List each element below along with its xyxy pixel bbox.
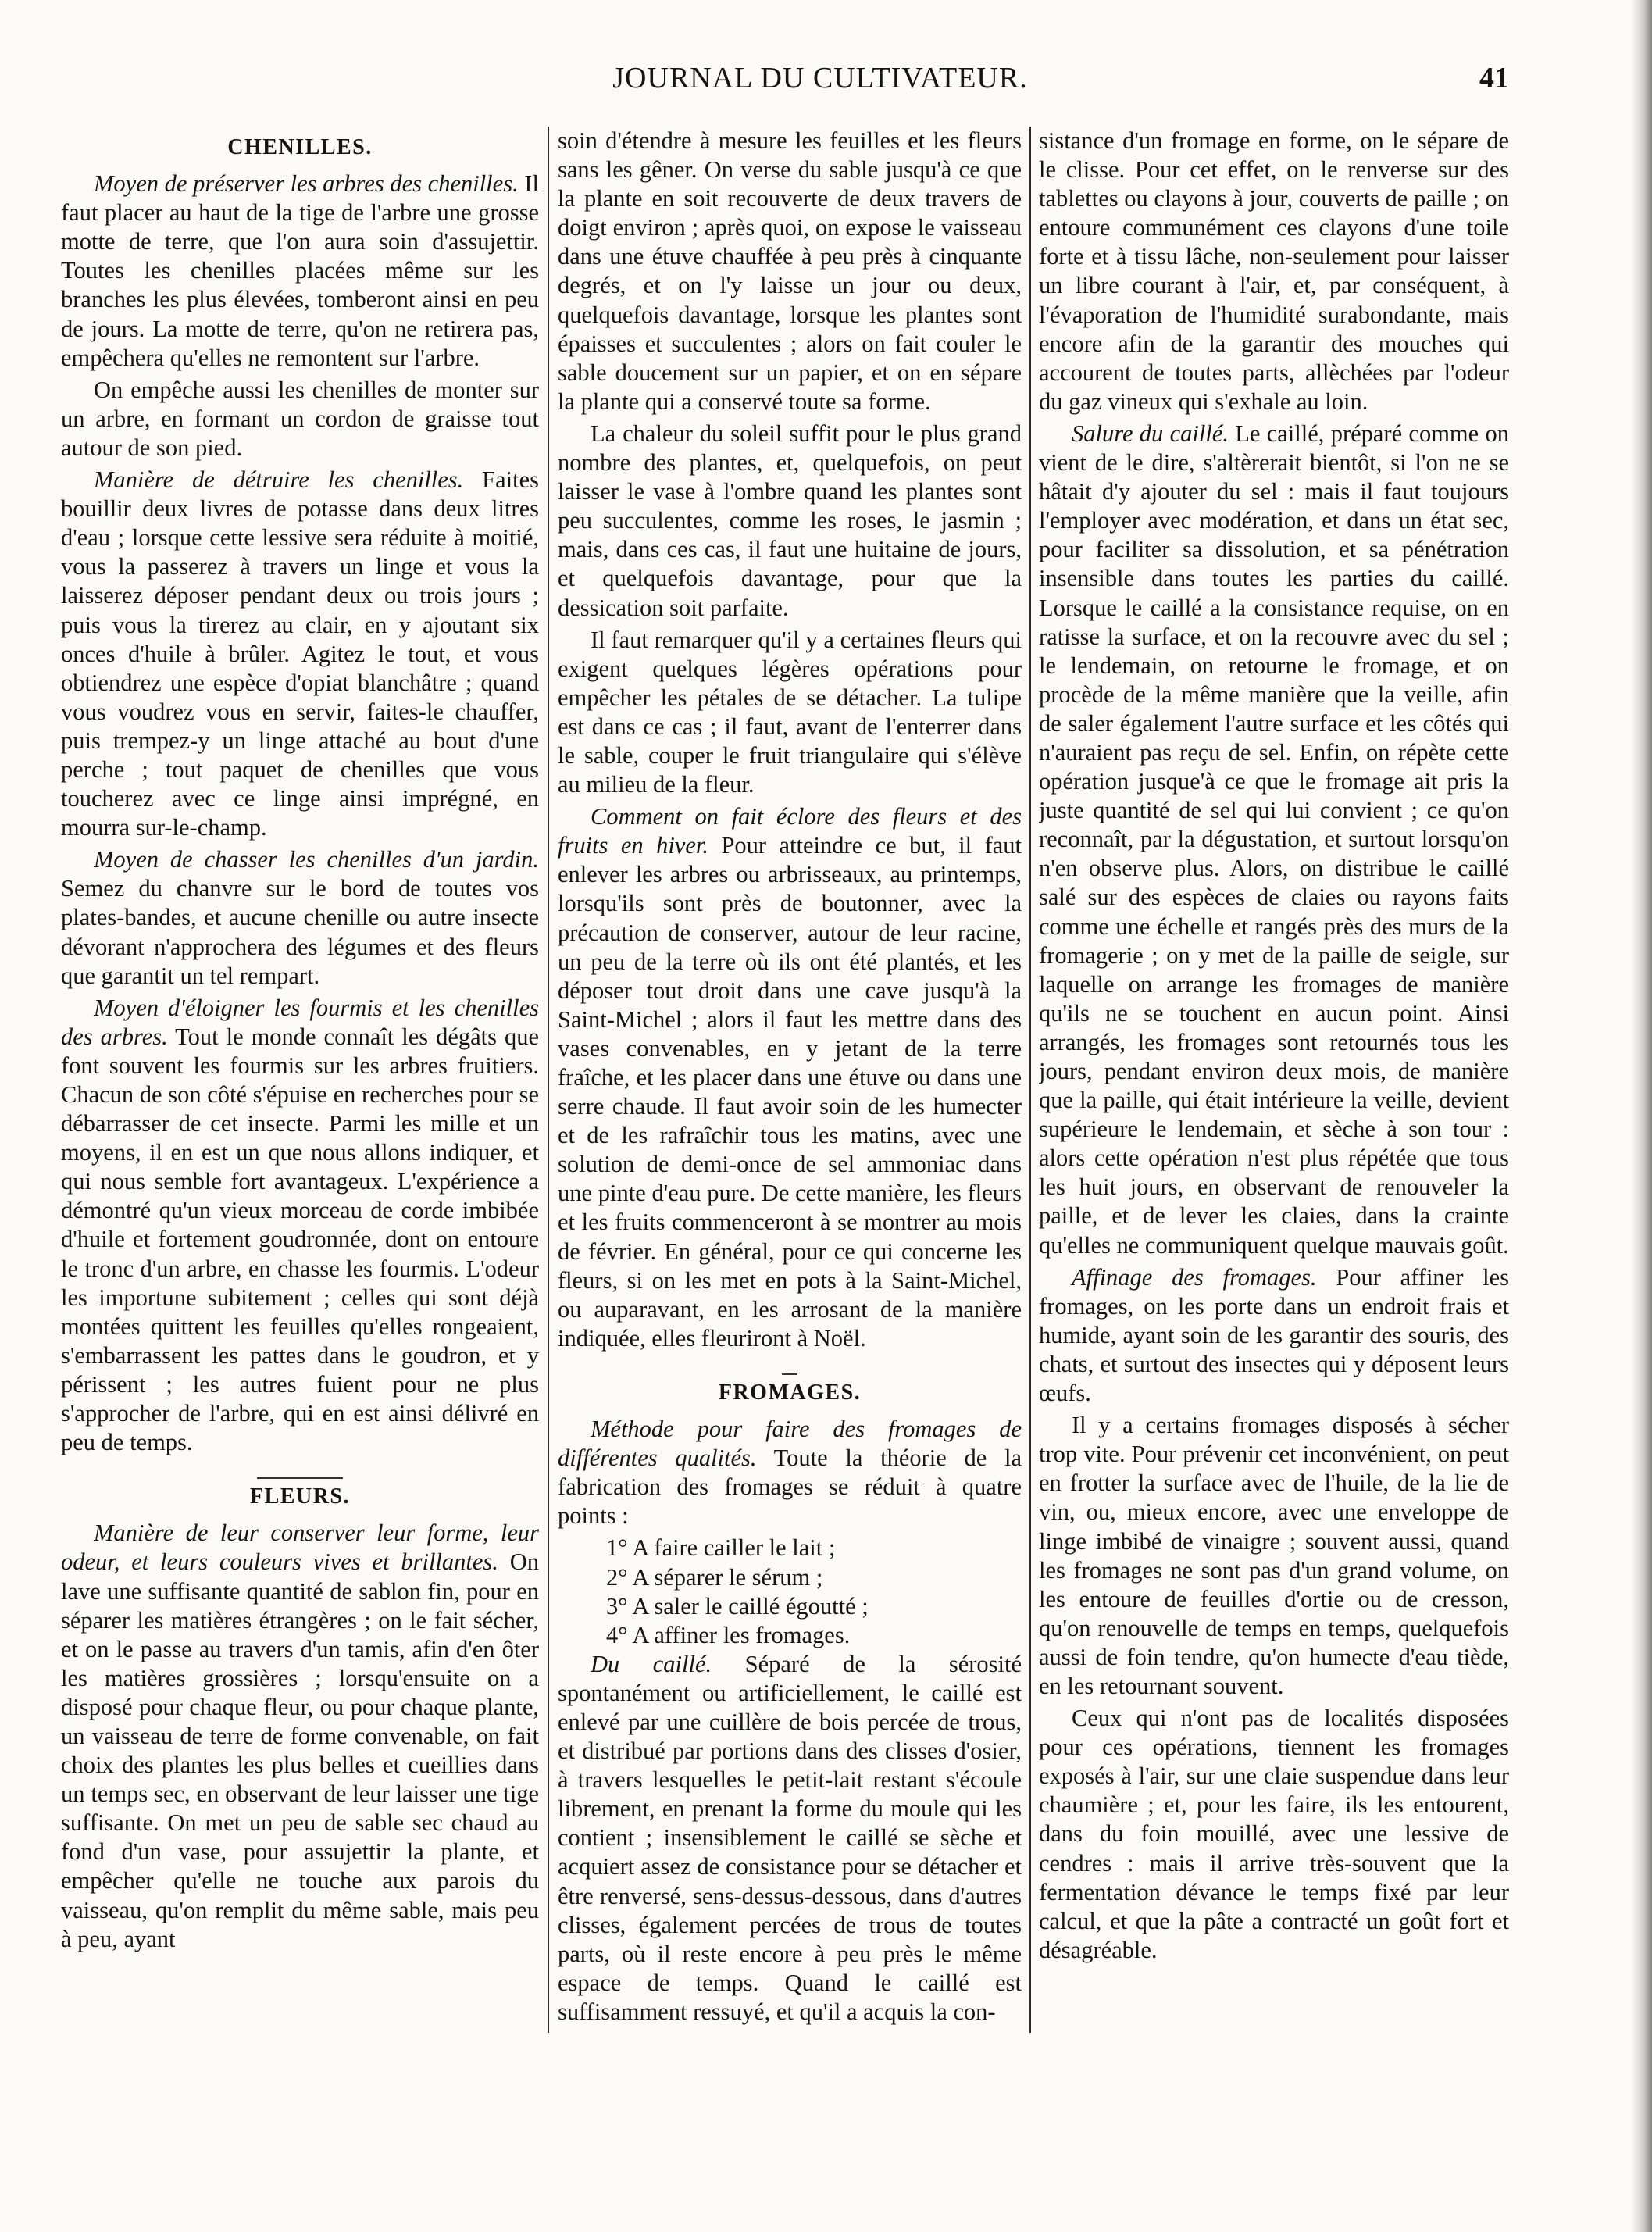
paragraph-text: Le caillé, préparé comme on vient de le dire, s'altèrerait bientôt, si l'on ne se hâtait d'y ajouter du sel : mais il faut toujours l'employer avec modération, et dans un état sec, pour faciliter sa dissolution, et sa pénétration insensible dans toutes les parties du caillé. Lorsque le caillé a la consistance requise, on en ratisse la surface, et on la recouvre avec du sel ; le lendemain, on retourne le fromage, et on procède de la même manière que la veille, afin de saler également l'autre surface et les côtés qui n'auraient pas reçu de sel. Enfin, on répète cette opération jusque'à ce que le fromage ait pris la juste quantité de sel qui lui convient ; ce qu'on reconnaît, par la dégustation, et surtout lorsqu'on n'en observe plus. Alors, on distribue le caillé salé sur des espèces de claies ou rayons faits comme une échelle et rangés près des murs de la fromagerie ; on y met de la paille de seigle, sur laquelle on arrange les fromages de manière qu'ils ne se touchent en aucun point. Ainsi arrangés, les fromages sont retournés tous les jours, pendant environ deux mois, de manière que la paille, qui était intérieure la veille, devient supérieure le lendemain, et sèche à son tour : alors cette opération n'est plus répétée que tous les huit jours, en observant de renouveler la paille, et de lever les claies, dans la crainte qu'elles ne communiquent quelque mauvais goût.	[1039, 420, 1509, 1259]
page-edge-shadow	[1632, 0, 1652, 2232]
paragraph	[61, 170, 539, 373]
paragraph	[558, 802, 1022, 1353]
section-heading-fleurs: FLEURS.	[250, 1484, 350, 1509]
paragraph: Il y a certains fromages disposés à sécher trop vite. Pour prévenir cet inconvénient, on peut en frotter la surface avec de l'huile, de la lie de vin, ou, mieux encore, avec une enveloppe de linge imbibé de vinaigre ; souvent aussi, quand les fromages ne sont pas d'un grand volume, on les entoure de feuilles d'ortie ou de cresson, qu'on renouvelle de temps en temps, quelquefois aussi de foin tendre, qu'on humecte d'eau tiède, en les retournant souvent.	[1039, 1412, 1509, 1699]
paragraph: On empêche aussi les chenilles de monter sur un arbre, en formant un cordon de graisse tout autour de son pied.	[61, 376, 539, 461]
paragraph-subhead: Manière de détruire les chenilles.	[94, 466, 464, 494]
paragraph-text: Il faut placer au haut de la tige de l'arbre une grosse motte de terre, que l'on aura soin d'assujettir. Toutes les chenilles placées même sur les branches les plus élevées, tomberont ainsi en peu de jours. La motte de terre, qu'on ne retirera pas, empêchera qu'elles ne remontent sur l'arbre.	[61, 170, 539, 371]
paragraph-text: Tout le monde connaît les dégâts que font souvent les fourmis sur les arbres fruitiers. Chacun de son côté s'épuise en recherches pour se débarrasser de cet insecte. Parmi les mille et un moyens, il en est un que nous allons indiquer, et qui nous semble fort avantageux. L'expérience a démontré qu'un vieux morceau de corde imbibée d'huile et fortement goudronnée, dont on entoure le tronc d'un arbre, en chasse les fourmis. L'odeur les importune subitement ; celles qui sont déjà montées quittent les feuilles qu'elles rongeaient, s'embarrassent les pattes dans le goudron, et y périssent ; les autres fuient pour ne plus s'approcher de l'arbre, qui en est ainsi délivré en peu de temps.	[61, 1023, 539, 1456]
section-separator	[558, 1358, 1022, 1372]
paragraph-subhead: Moyen d'éloigner les fourmis et les chenilles des arbres.	[61, 994, 539, 1050]
paragraph	[1039, 1263, 1509, 1408]
list-item: 3° A saler le caillé égoutté ;	[606, 1592, 869, 1620]
paragraph-text: Pour affiner les fromages, on les porte dans un endroit frais et humide, ayant soin de les garantir des souris, des chats, et surtout des insectes qui y déposent leurs œufs.	[1039, 1263, 1509, 1407]
section-heading-fromages: FROMAGES.	[718, 1380, 862, 1405]
paragraph-text: Semez du chanvre sur le bord de toutes vos plates-bandes, et aucune chenille ou autre insecte dévorant n'approchera des légumes et des fleurs que garantit un tel rempart.	[61, 875, 539, 989]
paragraph	[61, 994, 539, 1458]
paragraph	[558, 1650, 1022, 2027]
paragraph-subhead: Salure du caillé.	[1072, 420, 1229, 447]
list-item: 2° A séparer le sérum ;	[606, 1563, 823, 1591]
paragraph-text: Pour atteindre ce but, il faut enlever les arbres ou arbrisseaux, au printemps, lorsqu'ils sont près de boutonner, avec la précaution de conserver, autour de leur racine, un peu de la terre où ils ont été plantés, et les déposer tout droit dans une cave jusqu'à la Saint-Michel ; alors il faut les mettre dans des vases convenables, en y jetant de la terre fraîche, et les placer dans une étuve ou dans une serre chaude. Il faut avoir soin de les humecter et de les rafraîchir tous les matins, avec une solution de demi-once de sel ammoniac dans une pinte d'eau pure. De cette manière, les fleurs et les fruits commenceront à se montrer au mois de février. En général, pour ce qui concerne les fleurs, si on les met en pots à la Saint-Michel, ou auparavant, en les arrosant de la manière indiquée, elles fleuriront à Noël.	[558, 832, 1022, 1352]
paragraph-text: On lave une suffisante quantité de sablon fin, pour en séparer les matières étrangères ; on le fait sécher, et on le passe au travers d'un tamis, afin d'en ôter les matières grossières ; lorsqu'ensuite on a disposé pour chaque fleur, ou pour chaque plante, un vaisseau de terre de forme convenable, on fait choix des plantes les plus belles et cueillies dans un temps sec, en observant de leur laisser une tige suffisante. On met un peu de sable sec chaud au fond d'un vase, pour assujettir la plante, et empêcher qu'elle ne touche aux parois du vaisseau, qu'on remplit du même sable, mais peu à peu, ayant	[61, 1548, 539, 1952]
list-item: 1° A faire cailler le lait ;	[606, 1534, 836, 1562]
section-heading-chenilles: CHENILLES.	[227, 135, 373, 159]
column-2	[558, 127, 1022, 2158]
paragraph-subhead: Comment on fait éclore des fleurs et des fruits en hiver.	[558, 803, 1022, 859]
page-number: 41	[1479, 62, 1509, 95]
column-rule-2	[1029, 127, 1031, 2033]
paragraph	[61, 845, 539, 990]
list-item: 4° A affiner les fromages.	[606, 1621, 851, 1648]
paragraph-subhead: Moyen de chasser les chenilles d'un jardin.	[94, 846, 539, 873]
paragraph-subhead: Manière de leur conserver leur forme, leur odeur, et leurs couleurs vives et brillantes.	[61, 1520, 539, 1576]
paragraph-subhead: Affinage des fromages.	[1072, 1263, 1317, 1291]
paragraph	[1039, 420, 1509, 1260]
paragraph-text: Séparé de la sérosité spontanément ou artificiellement, le caillé est enlevé par une cuillère de bois percée de trous, et distribué par portions dans des clisses d'osier, à travers lesquelles le petit-lait restant s'écoule librement, en prenant la forme du moule qui les contient ; insensiblement le caillé se sèche et acquiert assez de consistance pour se détacher et être renversé, sens-dessus-dessous, dans d'autres clisses, également percées de trous de toutes parts, où il reste encore à peu près le même espace de temps. Quand le caillé est suffisamment ressuyé, et qu'il a acquis la con-	[558, 1650, 1022, 2025]
paragraph: soin d'étendre à mesure les feuilles et les fleurs sans les gêner. On verse du sable jusqu'à ce que la plante en soit recouverte de deux travers de doigt environ ; après quoi, on expose le vaisseau dans une étuve chauffée à peu près à cinquante degrés, et on l'y laisse un jour ou deux, quelquefois davantage, lorsque les plantes sont épaisses et succulentes ; alors on fait couler le sable doucement sur un papier, et on en sépare la plante qui a conservé toute sa forme.	[558, 127, 1022, 415]
paragraph	[61, 1519, 539, 1953]
paragraph: Il faut remarquer qu'il y a certaines fleurs qui exigent quelques légères opérations pour empêcher les pétales de se détacher. La tulipe est dans ce cas ; il faut, avant de l'enterrer dans le sable, couper le fruit triangulaire qui s'élève au milieu de la fleur.	[558, 626, 1022, 798]
paragraph-text: Faites bouillir deux livres de potasse dans deux litres d'eau ; lorsque cette lessive sera réduite à moitié, vous la passerez à travers un linge et vous la laisserez déposer pendant deux ou trois jours ; puis vous la tirerez au clair, en y ajoutant six onces d'huile à brûler. Agitez le tout, et vous obtiendrez une espèce d'opiat blanchâtre ; quand vous voudrez vous en servir, faites-le chauffer, puis trempez-y un linge attaché au bout d'une perche ; tout paquet de chenilles que vous toucherez avec ce linge ainsi imprégné, en mourra sur-le-champ.	[61, 466, 539, 841]
paragraph-subhead: Méthode pour faire des fromages de différentes qualités.	[558, 1416, 1022, 1472]
column-1	[61, 127, 539, 2158]
running-head: JOURNAL DU CULTIVATEUR.	[612, 62, 1028, 95]
paragraph-subhead: Moyen de préserver les arbres des chenilles.	[94, 170, 519, 198]
paragraph-text: Toute la théorie de la fabrication des fromages se réduit à quatre points :	[558, 1445, 1022, 1530]
column-3	[1039, 127, 1509, 2158]
paragraph: La chaleur du soleil suffit pour le plus grand nombre des plantes, et, quelquefois, on peut laisser le vase à l'ombre quand les plantes sont peu succulentes, comme les roses, le jasmin ; mais, dans ces cas, il faut une huitaine de jours, et quelquefois davantage, pour que la dessication soit parfaite.	[558, 420, 1022, 621]
paragraph: sistance d'un fromage en forme, on le sépare de le clisse. Pour cet effet, on le renverse sur des tablettes ou clayons à jour, couverts de paille ; on entoure communément ces clayons d'une toile forte et à tissu lâche, non-seulement pour laisser un libre courant à l'air, et, par conséquent, à l'évaporation de l'humidité surabondante, mais encore afin de la garantir des mouches qui accourent de toutes parts, allèchées par l'odeur du gaz vineux qui s'exhale au loin.	[1039, 127, 1509, 415]
paragraph	[558, 1415, 1022, 1530]
paragraph	[61, 466, 539, 842]
paragraph: Ceux qui n'ont pas de localités disposées pour ces opérations, tiennent les fromages exposés à l'air, sur une claie suspendue dans leur chaumière ; et, pour les faire, ils les entourent, dans du foin mouillé, avec une lessive de cendres : mais il arrive très-souvent que la fermentation dévance le temps fixé par leur calcul, et que la pâte a contracté un goût fort et désagréable.	[1039, 1705, 1509, 1963]
section-separator	[61, 1462, 539, 1476]
paragraph-subhead: Du caillé.	[591, 1650, 712, 1677]
column-rule-1	[548, 127, 549, 2033]
